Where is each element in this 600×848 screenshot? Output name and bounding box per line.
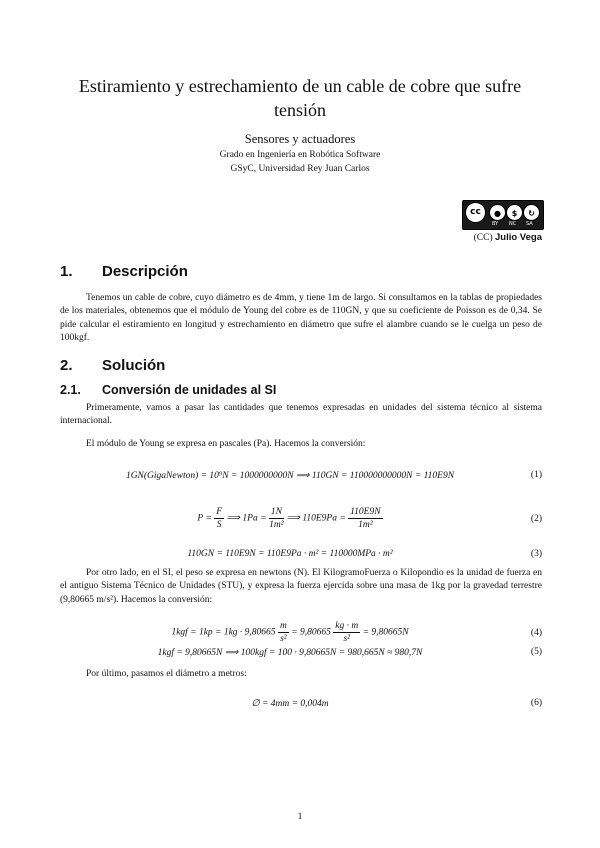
document-title: Estiramiento y estrechamiento de un cable de cobre que sufre tensión	[78, 76, 522, 120]
by-person-icon: ●	[489, 204, 506, 221]
equation-2-fraction-1	[214, 506, 224, 531]
equation-4-right: = 9,80665N	[362, 627, 409, 638]
section-heading-descripcion	[60, 263, 188, 280]
fraction-denominator: 1m²	[269, 520, 284, 530]
equation-2-right: ⟹ 110E9Pa =	[286, 513, 346, 524]
license-label-sa: SA	[526, 221, 533, 227]
author-line	[400, 232, 542, 243]
section-number: 1.	[60, 263, 73, 280]
equation-5-body: 1kgf = 9,80665N ⟹ 100kgf = 100 · 9,80665N = 980,665N ≈ 980,7N	[157, 648, 423, 658]
equation-2-lhs: P =	[197, 513, 212, 524]
affiliation-degree: Grado en Ingeniería en Robótica Software	[219, 150, 381, 160]
diameter-paragraph: Por último, pasamos el diámetro a metros:	[86, 669, 247, 679]
section-heading-solucion	[60, 357, 165, 374]
cc-license-badge	[462, 200, 544, 230]
equation-4-lhs: 1kgf = 1kp = 1kg · 9,80665	[171, 627, 276, 638]
equation-1-tag: (1)	[530, 470, 542, 480]
section-title: Descripción	[102, 263, 188, 280]
equation-2-middle: ⟹ 1Pa =	[226, 513, 267, 524]
affiliation-university: GSyC, Universidad Rey Juan Carlos	[230, 164, 370, 174]
equation-2-tag: (2)	[530, 514, 542, 524]
equation-2-fraction-2	[269, 506, 284, 531]
fraction-denominator: 1m²	[358, 520, 373, 530]
page-number: 1	[297, 812, 303, 822]
subsection-heading-conversion	[60, 383, 276, 397]
equation-6-tag: (6)	[530, 698, 542, 708]
cc-icon: cc	[465, 202, 486, 223]
equation-2	[60, 506, 542, 534]
equation-4-tag: (4)	[530, 628, 542, 638]
description-paragraph: Tenemos un cable de cobre, cuyo diámetro es de 4mm, y tiene 1m de largo. Si consultamos en la tablas de propiedades de los materiales, obtenemos que el módulo de Young del cobre es de 110GN, y que su coeficiente de Poisson es de 0,34. Se pide calcular el estiramiento en longitud y estrechamiento en diámetro que sufre el alambre cuando se le cuelga un peso de 100kgf.	[60, 293, 542, 343]
equation-1-body: 1GN(GigaNewton) = 10⁹N = 1000000000N ⟹ 110GN = 110000000000N = 110E9N	[125, 471, 455, 481]
equation-5-tag: (5)	[530, 647, 542, 657]
section-title: Solución	[102, 357, 166, 374]
nc-dollar-icon: $	[506, 204, 523, 221]
equation-3-body: 110GN = 110E9N = 110E9Pa · m² = 110000MPa · m²	[187, 549, 393, 559]
author-name: Julio Vega	[495, 232, 542, 243]
weight-conversion-paragraph: Por otro lado, en el SI, el peso se expresa en newtons (N). El KilogramoFuerza o Kilopondio es la unidad de fuerza en el antiguo Sistema Técnico de Unidades (STU), y expresa la fuerza ejercida sobre una masa de 1kg por la gravedad terrestre (9,80665 m/s²). Hacemos la conversión:	[60, 568, 542, 605]
equation-4-fraction-1	[278, 620, 289, 645]
author-prefix: (CC)	[473, 233, 493, 243]
fraction-numerator: 1N	[270, 507, 282, 517]
equation-4-body	[60, 620, 520, 645]
license-label-nc: NC	[509, 221, 517, 227]
sa-arrow-icon: ↻	[523, 204, 540, 221]
young-modulus-paragraph: El módulo de Young se expresa en pascales (Pa). Hacemos la conversión:	[86, 439, 366, 449]
equation-6-body: ∅ = 4mm = 0,004m	[251, 699, 329, 709]
fraction-numerator: F	[216, 507, 223, 517]
license-label-by: BY	[492, 221, 499, 227]
fraction-numerator: m	[279, 621, 287, 631]
equation-4-fraction-2	[333, 620, 360, 645]
fraction-denominator: S	[216, 520, 222, 530]
fraction-denominator: s²	[280, 634, 287, 644]
fraction-numerator: kg · m	[335, 621, 359, 631]
subsection-number: 2.1.	[60, 383, 81, 397]
equation-4	[60, 620, 542, 646]
subsection-title: Conversión de unidades al SI	[102, 383, 277, 397]
section-number: 2.	[60, 357, 73, 374]
equation-2-fraction-3	[348, 506, 382, 531]
document-subtitle: Sensores y actuadores	[244, 132, 356, 146]
fraction-denominator: s²	[343, 634, 350, 644]
equation-2-body	[60, 506, 520, 531]
equation-4-middle: = 9,80665	[291, 627, 331, 638]
equation-3-tag: (3)	[530, 549, 542, 559]
fraction-numerator: 110E9N	[350, 507, 381, 517]
intro-paragraph: Primeramente, vamos a pasar las cantidades que tenemos expresadas en unidades del sistema técnico al sistema internacional.	[60, 403, 542, 427]
